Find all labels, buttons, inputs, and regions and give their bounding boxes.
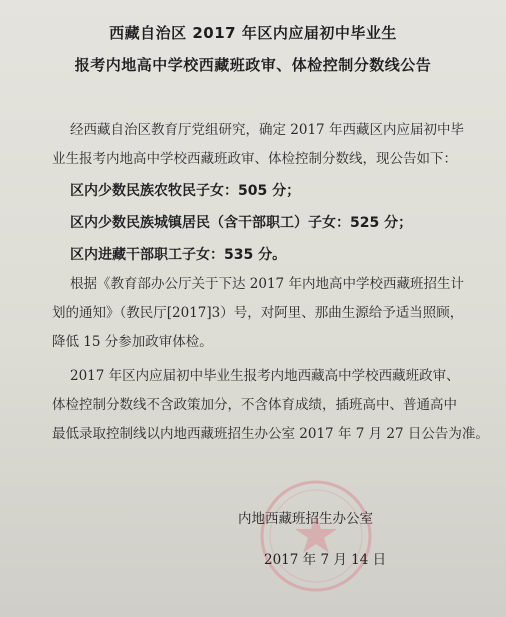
note-line-1: 2017 年区内应届初中毕业生报考内地西藏高中学校西藏班政审、 [70, 368, 460, 384]
note-line-2: 体检控制分数线不含政策加分，不含体育成绩，插班高中、普通高中 [52, 397, 457, 413]
score-farm-herd: 区内少数民族农牧民子女：505 分； [70, 183, 301, 199]
signature-date: 2017 年 7 月 14 日 [264, 552, 387, 568]
title-line-1: 西藏自治区 2017 年区内应届初中毕业生 [109, 24, 397, 42]
official-seal [258, 478, 374, 594]
score-cadre: 区内进藏干部职工子女：535 分。 [70, 247, 287, 263]
intro-line-1: 经西藏自治区教育厅党组研究，确定 2017 年西藏区内应届初中毕 [70, 122, 464, 138]
policy-line-3: 降低 15 分参加政审体检。 [52, 334, 213, 350]
signature-organization: 内地西藏班招生办公室 [238, 511, 373, 527]
policy-line-1: 根据《教育部办公厅关于下达 2017 年内地高中学校西藏班招生计 [70, 276, 464, 292]
score-urban: 区内少数民族城镇居民（含干部职工）子女：525 分； [70, 215, 413, 231]
title-line-2: 报考内地高中学校西藏班政审、体检控制分数线公告 [74, 56, 432, 74]
note-line-3: 最低录取控制线以内地西藏班招生办公室 2017 年 7 月 27 日公告为准。 [52, 426, 489, 442]
intro-line-2: 业生报考内地高中学校西藏班政审、体检控制分数线，现公告如下： [52, 151, 457, 167]
policy-line-2: 划的通知》（教民厅[2017]3）号，对阿里、那曲生源给予适当照顾， [52, 305, 464, 321]
